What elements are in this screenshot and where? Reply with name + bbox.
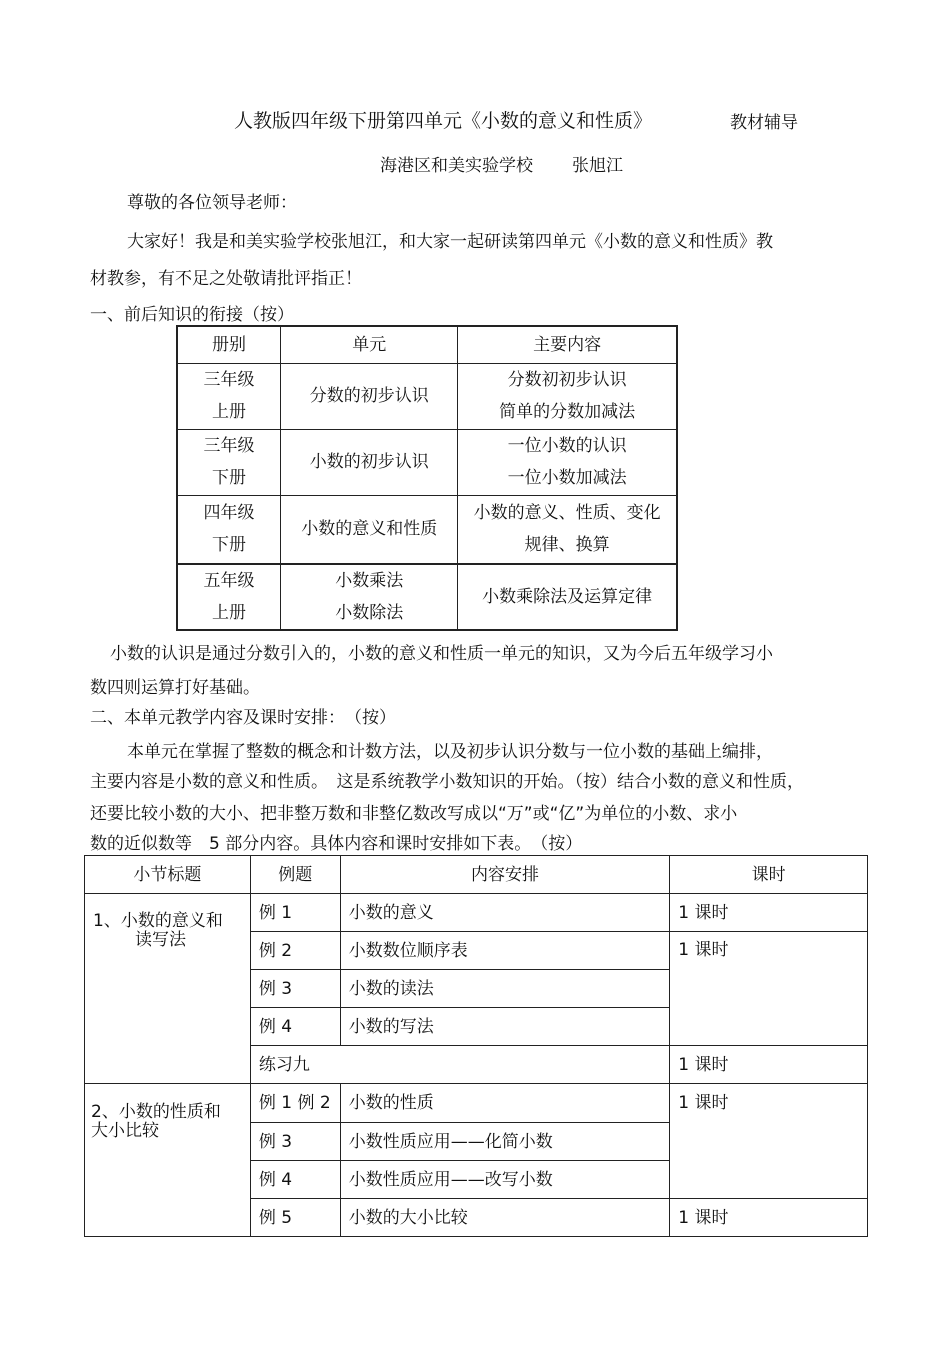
content-cell: 小数的性质 <box>340 1084 670 1123</box>
section2-line-4: 数的近似数等 5 部分内容。具体内容和课时安排如下表。 （按） <box>90 834 583 854</box>
document-title: 人教版四年级下册第四单元《小数的意义和性质》 <box>234 110 653 132</box>
hours-cell: 1 课时 <box>670 894 868 932</box>
content-cell: 小数乘除法及运算定律 <box>458 564 677 630</box>
unit-cell: 小数的意义和性质 <box>281 495 458 564</box>
hours-cell: 1 课时 <box>670 932 868 1046</box>
table-header-row <box>85 856 868 894</box>
example-cell: 例 4 <box>250 1161 340 1199</box>
section1-heading: 一、前后知识的衔接（按） <box>90 305 294 325</box>
greeting: 尊敬的各位领导老师： <box>127 193 297 213</box>
example-cell: 例 2 <box>250 932 340 970</box>
header-cell: 主要内容 <box>458 326 677 363</box>
header-cell: 内容安排 <box>340 856 670 894</box>
header-cell: 例题 <box>250 856 340 894</box>
section2-line-3: 还要比较小数的大小、把非整万数和非整亿数改写成以“万”或“亿”为单位的小数、求小 <box>90 804 738 824</box>
hours-cell: 1 课时 <box>670 1084 868 1199</box>
header-cell: 册别 <box>177 326 281 363</box>
hours-cell: 1 课时 <box>670 1199 868 1237</box>
grade-cell: 三年级 上册 <box>177 363 281 429</box>
content-cell: 小数的意义、性质、变化 规律、换算 <box>458 495 677 564</box>
unit-cell: 分数的初步认识 <box>281 363 458 429</box>
author-school: 海港区和美实验学校 <box>380 156 533 176</box>
section1-para-1: 小数的认识是通过分数引入的，小数的意义和性质一单元的知识，又为今后五年级学习小 <box>110 644 773 664</box>
content-cell: 小数的大小比较 <box>340 1199 670 1237</box>
header-cell: 课时 <box>670 856 868 894</box>
exercise-cell: 练习九 <box>250 1046 669 1084</box>
table-row <box>85 894 868 932</box>
unit-cell: 小数的初步认识 <box>281 429 458 495</box>
intro-line-2: 材教参，有不足之处敬请批评指正！ <box>90 269 362 289</box>
grade-cell: 五年级 上册 <box>177 564 281 630</box>
section2-line-2: 主要内容是小数的意义和性质。 这是系统教学小数知识的开始。（按）结合小数的意义和性质， <box>90 772 804 792</box>
table-row <box>177 564 677 630</box>
content-cell: 小数数位顺序表 <box>340 932 670 970</box>
example-cell: 例 3 <box>250 970 340 1008</box>
grade-cell: 三年级 下册 <box>177 429 281 495</box>
content-cell: 小数的意义 <box>340 894 670 932</box>
table-row <box>177 429 677 495</box>
section2-heading: 二、本单元教学内容及课时安排： （按） <box>90 708 396 728</box>
section1-para-2: 数四则运算打好基础。 <box>90 678 260 698</box>
example-cell: 例 1 <box>250 894 340 932</box>
intro-line-1: 大家好！我是和美实验学校张旭江，和大家一起研读第四单元《小数的意义和性质》教 <box>127 232 773 252</box>
table-row <box>177 363 677 429</box>
content-cell: 小数的写法 <box>340 1008 670 1046</box>
unit-cell: 小数乘法 小数除法 <box>281 564 458 630</box>
content-cell: 小数性质应用——改写小数 <box>340 1161 670 1199</box>
table-row <box>177 495 677 564</box>
content-cell: 小数性质应用——化简小数 <box>340 1123 670 1161</box>
lesson-plan-table <box>84 855 868 1237</box>
document-tag: 教材辅导 <box>730 113 798 133</box>
header-cell: 小节标题 <box>85 856 251 894</box>
example-cell: 例 5 <box>250 1199 340 1237</box>
table-header-row <box>177 326 677 363</box>
hours-cell: 1 课时 <box>670 1046 868 1084</box>
header-cell: 单元 <box>281 326 458 363</box>
section2-line-1: 本单元在掌握了整数的概念和计数方法，以及初步认识分数与一位小数的基础上编排， <box>127 742 773 762</box>
section-title-cell: 2、小数的性质和 大小比较 <box>85 1084 251 1237</box>
content-cell: 一位小数的认识 一位小数加减法 <box>458 429 677 495</box>
section-title-cell: 1、小数的意义和 读写法 <box>85 894 251 1084</box>
grade-cell: 四年级 下册 <box>177 495 281 564</box>
content-cell: 小数的读法 <box>340 970 670 1008</box>
table-row <box>85 1084 868 1123</box>
author-name: 张旭江 <box>572 156 623 176</box>
example-cell: 例 3 <box>250 1123 340 1161</box>
content-cell: 分数初初步认识 简单的分数加减法 <box>458 363 677 429</box>
example-cell: 例 4 <box>250 1008 340 1046</box>
knowledge-link-table <box>176 325 678 631</box>
example-cell: 例 1 例 2 <box>250 1084 340 1123</box>
